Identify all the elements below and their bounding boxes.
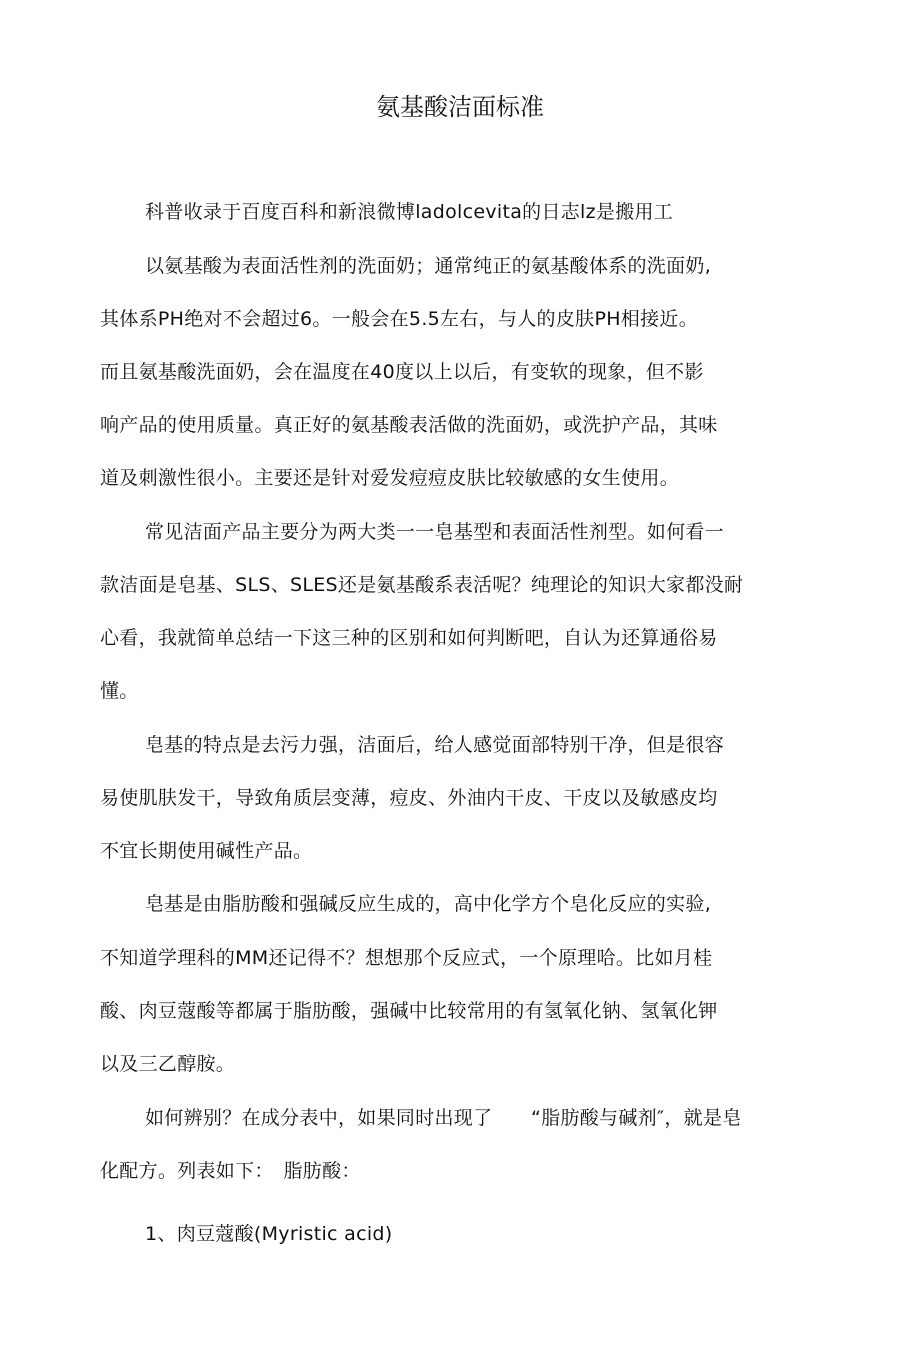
text-line: 易使肌肤发干，导致角质层变薄，痘皮、外油内干皮、干皮以及敏感皮均 — [100, 787, 718, 809]
text-line: 酸、肉豆蔻酸等都属于脂肪酸，强碱中比较常用的有氢氧化钠、氢氧化钾 — [100, 1000, 718, 1022]
text-line: 道及刺激性很小。主要还是针对爱发痘痘皮肤比较敏感的女生使用。 — [100, 467, 680, 489]
document-title: 氨基酸洁面标准 — [376, 93, 544, 121]
text-line: 常见洁面产品主要分为两大类一一皂基型和表面活性剂型。如何看一 — [145, 521, 725, 543]
text-line: 其体系PH绝对不会超过6。一般会在5.5左右，与人的皮肤PH相接近。 — [100, 308, 698, 330]
text-line: 化配方。列表如下： 脂肪酸： — [100, 1160, 361, 1182]
text-line: 以及三乙醇胺。 — [100, 1053, 236, 1075]
text-line: 皂基的特点是去污力强，洁面后，给人感觉面部特别干净，但是很容 — [145, 734, 725, 756]
list-item: 1、肉豆蔻酸(Myristic acid) — [145, 1223, 393, 1245]
text-line: 心看，我就简单总结一下这三种的区别和如何判断吧，自认为还算通俗易 — [100, 627, 718, 649]
text-line: 响产品的使用质量。真正好的氨基酸表活做的洗面奶，或洗护产品，其味 — [100, 414, 718, 436]
text-line: 而且氨基酸洗面奶，会在温度在40度以上以后，有变软的现象，但不影 — [100, 361, 704, 383]
text-line: 款洁面是皂基、SLS、SLES还是氨基酸系表活呢？纯理论的知识大家都没耐 — [100, 574, 744, 596]
text-line: 科普收录于百度百科和新浪微博ladolcevita的日志lz是搬用工 — [145, 201, 674, 223]
text-line: 不知道学理科的MM还记得不？想想那个反应式，一个原理哈。比如月桂 — [100, 947, 713, 969]
text-line: 不宜长期使用碱性产品。 — [100, 840, 313, 862]
text-line: 如何辨别？在成分表中，如果同时出现了 “脂肪酸与碱剂″，就是皂 — [145, 1107, 742, 1129]
text-line: 以氨基酸为表面活性剂的洗面奶；通常纯正的氨基酸体系的洗面奶, — [145, 255, 712, 277]
text-line: 懂。 — [100, 680, 139, 702]
text-line: 皂基是由脂肪酸和强碱反应生成的，高中化学方个皂化反应的实验, — [145, 893, 712, 915]
